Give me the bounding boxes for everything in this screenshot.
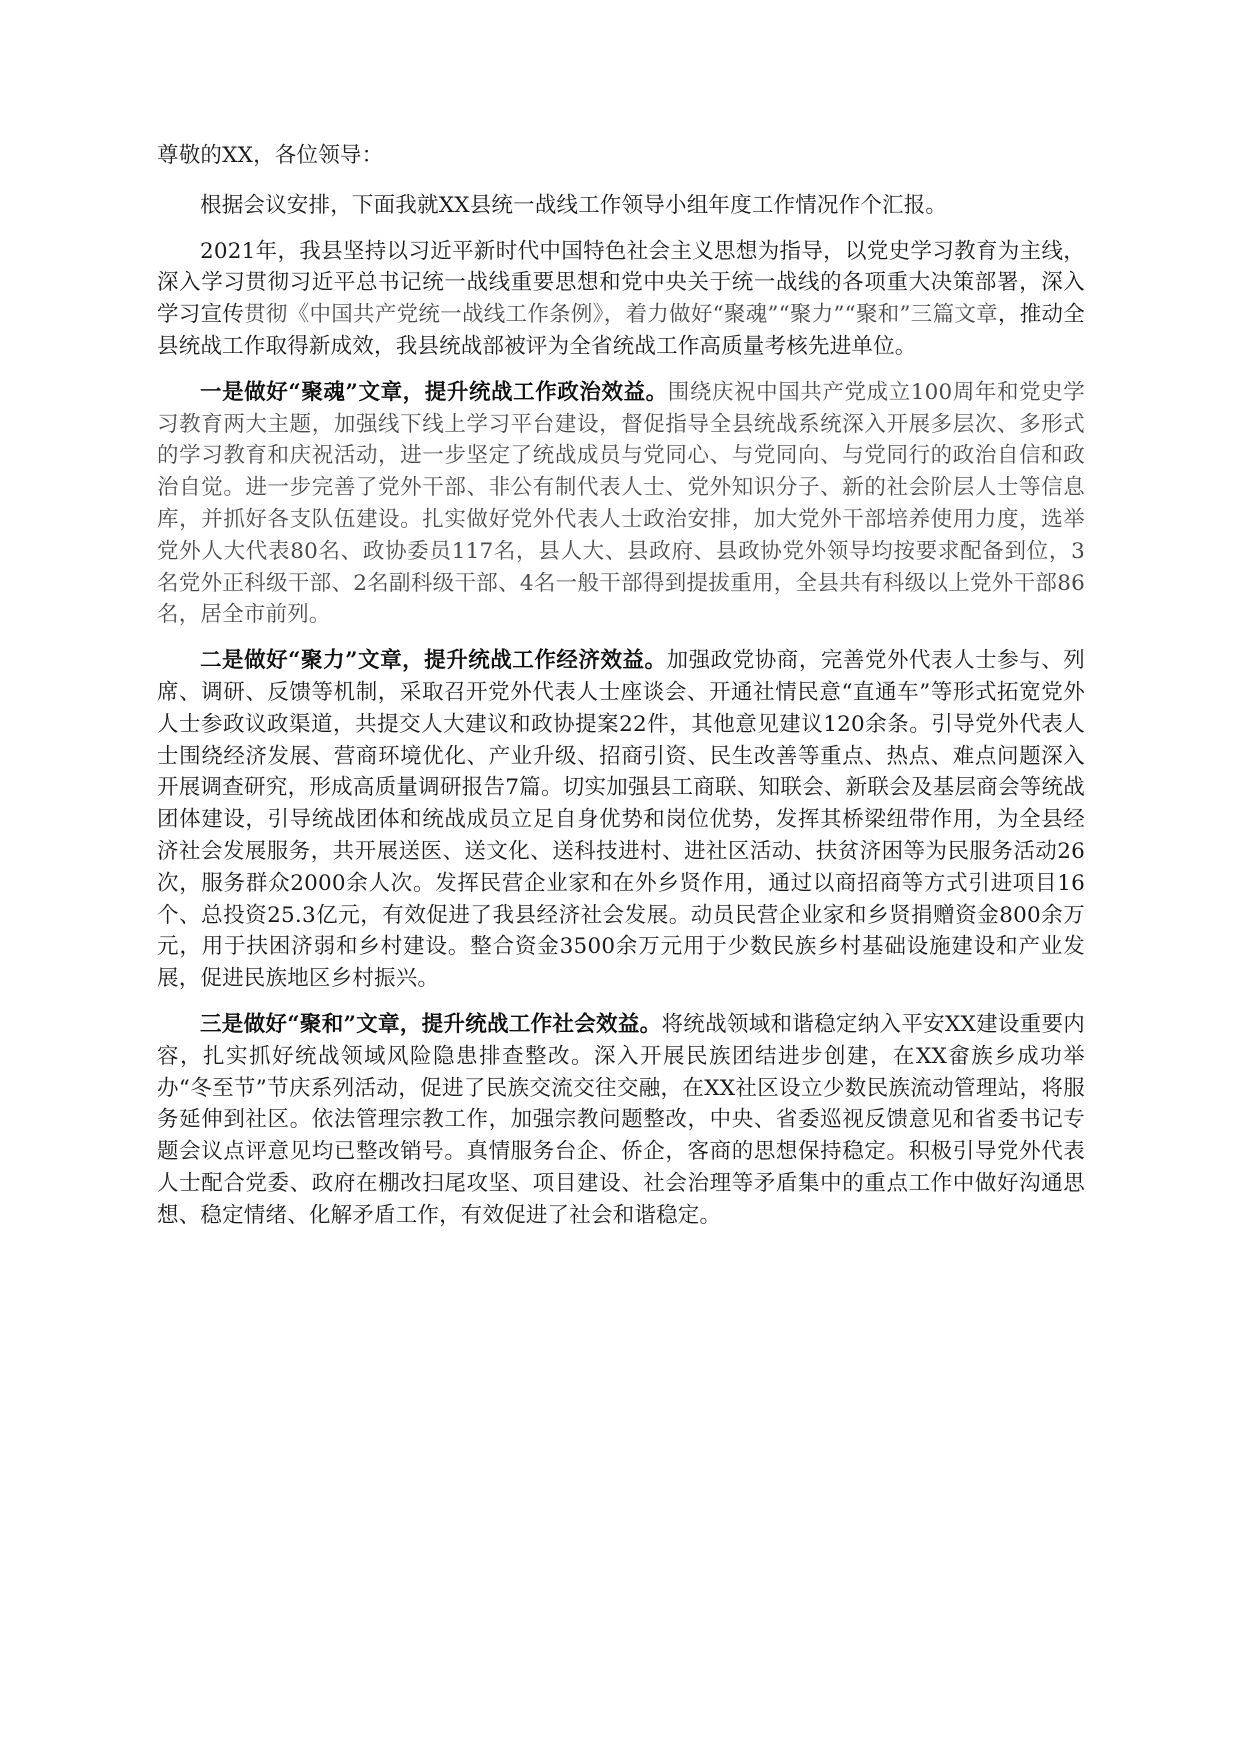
overview-text-c: ，推动全县统战工作取得新成效，我县统战部被评为全省统战工作高质量考核先进单位。 — [157, 302, 1085, 359]
section-political-text: 围绕庆祝中国共产党成立100周年和党史学习教育两大主题，加强线下线上学习平台建设，督促指导全县统战系统深入开展多层次、多形式的学习教育和庆祝活动，进一步坚定了统战成员与党同心、与党同向、与党同行的政治自信和政治自觉。进一步完善了党外干部、非公有制代表人士、党外知识分子、新的社会阶层人士等信息库，并抓好各支队伍建设。扎实做好党外代表人士政治安排，加大党外干部培养使用力度，选举党外人大代表80名、政协委员117名，县人大、县政府、县政协党外领导均按要求配备到位，3名党外正科级干部、2名副科级干部、4名一般干部得到提拔重用，全县共有科级以上党外干部86名，居全市前列。 — [157, 379, 1085, 628]
section-social-heading: 三是做好“聚和”文章，提升统战工作社会效益。 — [200, 1011, 662, 1037]
section-social-paragraph — [157, 1009, 1085, 1232]
intro-paragraph — [157, 190, 1085, 222]
document-page — [157, 140, 1085, 1246]
section-political-heading: 一是做好“聚魂”文章，提升统战工作政治效益。 — [200, 379, 668, 405]
section-economic-heading: 二是做好“聚力”文章，提升统战工作经济效益。 — [200, 648, 667, 674]
section-social-text: 将统战领域和谐稳定纳入平安XX建设重要内容，扎实抓好统战领域风险隐患排查整改。深入开展民族团结进步创建，在XX畲族乡成功举办“冬至节”节庆系列活动，促进了民族交流交往交融，在XX社区设立少数民族流动管理站，将服务延伸到社区。依法管理宗教工作，加强宗教问题整改，中央、省委巡视反馈意见和省委书记专题会议点评意见均已整改销号。真情服务台企、侨企，客商的思想保持稳定。积极引导党外代表人士配合党委、政府在棚改扫尾攻坚、项目建设、社会治理等矛盾集中的重点工作中做好沟通思想、稳定情绪、化解矛盾工作，有效促进了社会和谐稳定。 — [157, 1011, 1085, 1228]
intro-text: 根据会议安排，下面我就XX县统一战线工作领导小组年度工作情况作个汇报。 — [200, 192, 948, 218]
overview-text-b: 贯彻《中国共产党统一战线工作条例》，着力做好“聚魂”“聚力”“聚和”三篇文章 — [244, 302, 998, 328]
section-economic-paragraph — [157, 645, 1085, 995]
section-political-paragraph — [157, 377, 1085, 631]
salutation: 尊敬的XX，各位领导： — [157, 143, 384, 168]
section-economic-text: 加强政党协商，完善党外代表人士参与、列席、调研、反馈等机制，采取召开党外代表人士座谈会、开通社情民意“直通车”等形式拓宽党外人士参政议政渠道，共提交人大建议和政协提案22件，其他意见建议120余条。引导党外代表人士围绕经济发展、营商环境优化、产业升级、招商引资、民生改善等重点、热点、难点问题深入开展调查研究，形成高质量调研报告7篇。切实加强县工商联、知联会、新联会及基层商会等统战团体建设，引导统战团体和统战成员立足自身优势和岗位优势，发挥其桥梁纽带作用，为全县经济社会发展服务，共开展送医、送文化、送科技进村、进社区活动、扶贫济困等为民服务活动26次，服务群众2000余人次。发挥民营企业家和在外乡贤作用，通过以商招商等方式引进项目16个、总投资25.3亿元，有效促进了我县经济社会发展。动员民营企业家和乡贤捐赠资金800余万元，用于扶困济弱和乡村建设。整合资金3500余万元用于少数民族乡村基础设施建设和产业发展，促进民族地区乡村振兴。 — [157, 648, 1085, 992]
overview-text-a: 2021年，我县坚持以习近平新时代中国特色社会主义思想为指导，以党史学习教育为主线，深入学习贯彻习近平总书记统一战线重要思想和党中央关于统一战线的各项重大决策部署，深入学习宣传 — [157, 238, 1085, 328]
overview-paragraph — [157, 236, 1085, 363]
